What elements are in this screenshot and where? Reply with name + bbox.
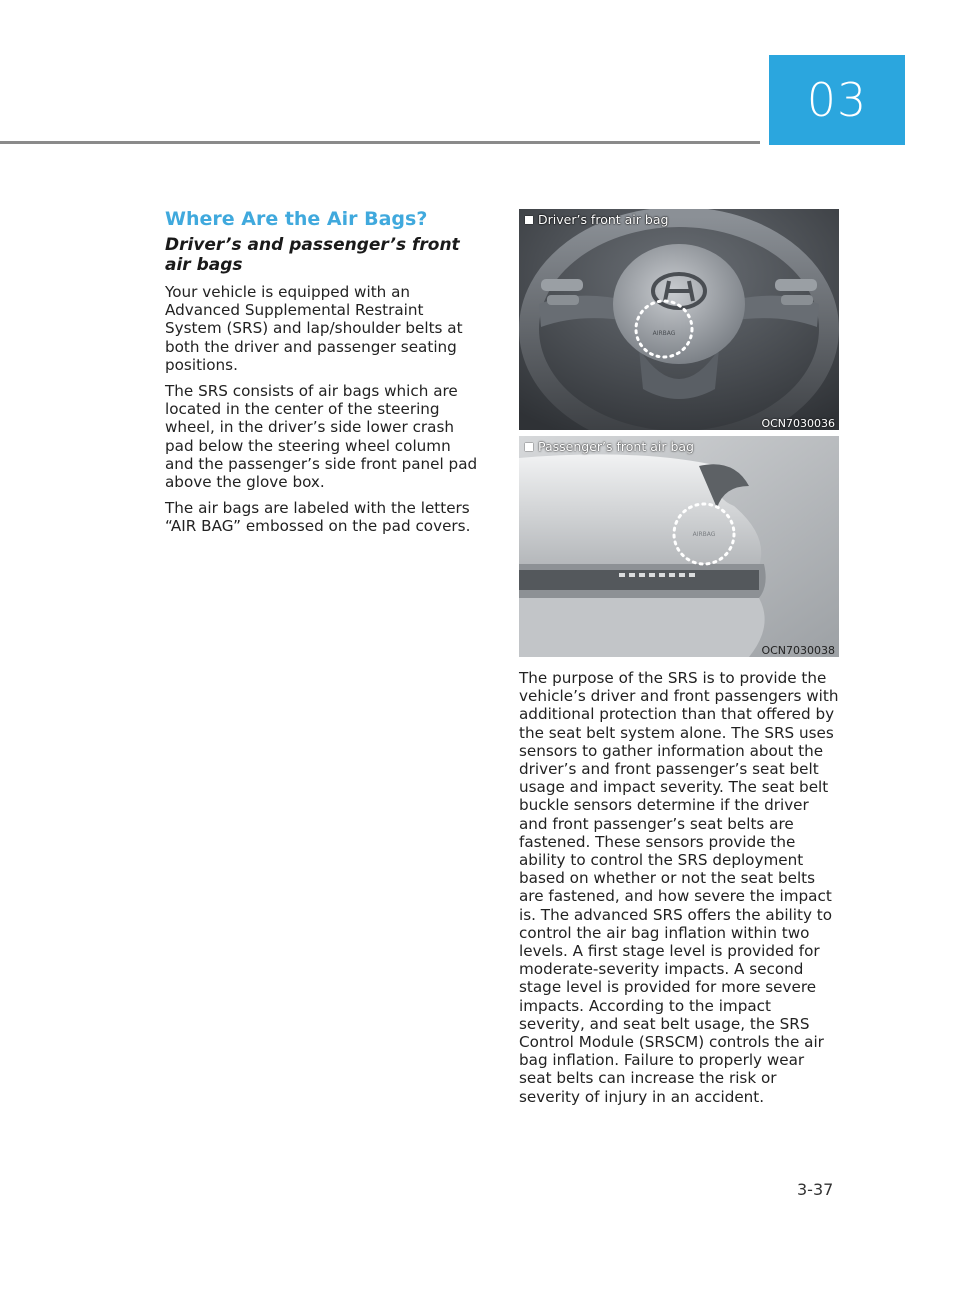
- chapter-tab: [769, 55, 905, 145]
- chapter-number: 03: [806, 73, 868, 127]
- label-paragraph: The air bags are labeled with the letters “AIR BAG” embossed on the pad covers.: [165, 499, 471, 536]
- caption-bullet-icon: [525, 216, 533, 224]
- passenger-airbag-figure: [519, 436, 839, 657]
- section-title: Where Are the Air Bags?: [165, 208, 428, 230]
- intro-paragraph: Your vehicle is equipped with an Advanced Supplemental Restraint System (SRS) and lap/shoulder belts at both the driver and passenger seating positions.: [165, 283, 463, 374]
- driver-figure-code: OCN7030036: [761, 417, 835, 430]
- left-column: [165, 206, 483, 544]
- driver-airbag-figure: [519, 209, 839, 430]
- caption-bullet-icon: [525, 443, 533, 451]
- driver-figure-caption: [525, 212, 668, 227]
- srs-purpose-paragraph: The purpose of the SRS is to provide the vehicle’s driver and front passengers with additional protection than that offered by the seat belt system alone. The SRS uses sensors to gather information about the driver’s and front passenger’s seat belt usage and impact severity. The seat belt buckle sensors determine if the driver and front passenger’s seat belts are fastened. These sensors provide the ability to control the SRS deployment based on whether or not the seat belts are fastened, and how severe the impact is. The advanced SRS offers the ability to control the air bag inflation within two levels. A first stage level is provided for moderate-severity impacts. A second stage level is provided for more severe impacts. According to the impact severity, and seat belt usage, the SRS Control Module (SRSCM) controls the air bag inflation. Failure to properly wear seat belts can increase the risk or severity of injury in an accident.: [519, 669, 839, 1106]
- subsection-title: Driver’s and passenger’s front air bags: [165, 235, 460, 275]
- dashboard-illustration: [519, 436, 839, 657]
- passenger-figure-code: OCN7030038: [761, 644, 835, 657]
- driver-caption-text: Driver’s front air bag: [538, 212, 669, 227]
- page-number: 3-37: [797, 1180, 834, 1199]
- passenger-caption-text: Passenger’s front air bag: [538, 439, 694, 454]
- location-paragraph: The SRS consists of air bags which are located in the center of the steering wheel, in the driver’s side lower crash pad below the steering wheel column and the passenger’s side front panel pad above the glove box.: [165, 382, 478, 492]
- passenger-figure-caption: [525, 439, 694, 454]
- passenger-emboss-text: AIRBAG: [692, 531, 716, 538]
- header-rule: [0, 141, 760, 144]
- airbag-emboss-text: AIRBAG: [652, 330, 676, 337]
- steering-wheel-illustration: [519, 209, 839, 430]
